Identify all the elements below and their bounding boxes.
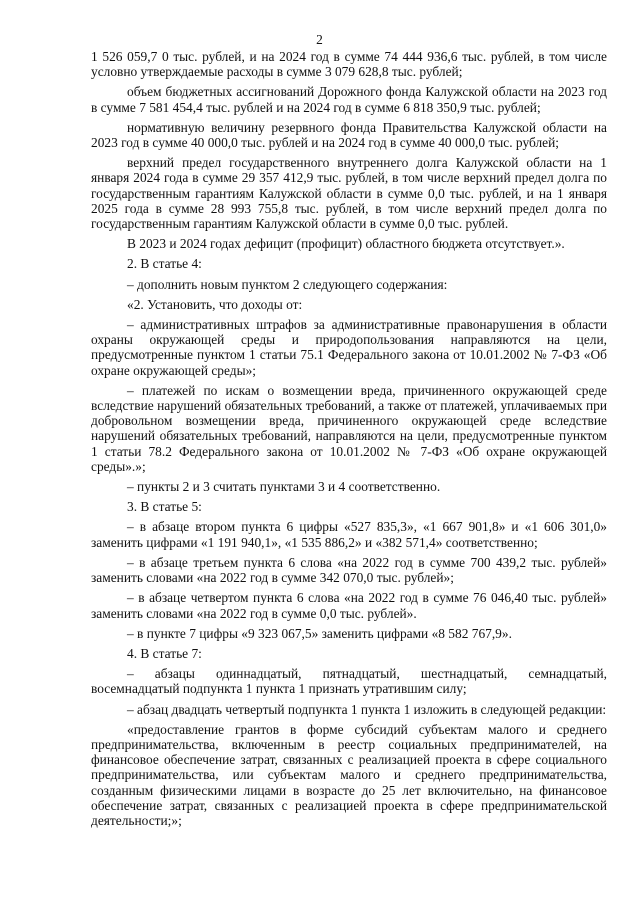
paragraph: объем бюджетных ассигнований Дорожного фонда Калужской области на 2023 год в сумме 7 581 454,4 тыс. рублей и на 2024 год в сумме 6 818 350,9 тыс. рублей; [91,84,607,115]
paragraph: 1 526 059,7 0 тыс. рублей, и на 2024 год в сумме 74 444 936,6 тыс. рублей, в том числе условно утверждаемые расходы в сумме 3 079 628,8 тыс. рублей; [91,49,607,80]
paragraph: – абзацы одиннадцатый, пятнадцатый, шестнадцатый, семнадцатый, восемнадцатый подпункта 1 пункта 1 признать утратившим силу; [91,666,607,697]
paragraph: 3. В статье 5: [127,499,202,515]
paragraph: – платежей по искам о возмещении вреда, причиненного окружающей среде вследствие нарушений обязательных требований, а также от платежей, уплачиваемых при добровольном возмещении вреда, причиненного окружающей среде вследствие нарушений обязательных требований, направляются на цели, предусмотренные пунктом 1 статьи 78.2 Федерального закона от 10.01.2002 № 7-ФЗ «Об охране окружающей среды».»; [91,382,607,474]
page-number: 2 [316,32,323,47]
paragraph: – абзац двадцать четвертый подпункта 1 пункта 1 изложить в следующей редакции: [127,701,607,717]
paragraph: В 2023 и 2024 годах дефицит (профицит) областного бюджета отсутствует.». [127,236,565,252]
paragraph: – административных штрафов за административные правонарушения в области охраны окружающей среды и природопользования направляются на цели, предусмотренные пунктом 1 статьи 75.1 Федерального закона от 10.01.2002 № 7-ФЗ «Об охране окружающей среды»; [91,317,607,378]
paragraph: – пункты 2 и 3 считать пунктами 3 и 4 соответственно. [127,479,441,495]
paragraph: «предоставление грантов в форме субсидий субъектам малого и среднего предпринимательства, включенным в реестр социальных предпринимателей, на финансовое обеспечение затрат, связанных с реализацией проекта в сфере социального предпринимательства, или субъектам малого и среднего предпринимательства, созданным физическими лицами в возрасте до 25 лет включительно, на финансовое обеспечение затрат, связанных с реализацией проекта в сфере предпринимательской деятельности;»; [91,721,607,828]
paragraph: – в абзаце третьем пункта 6 слова «на 2022 год в сумме 700 439,2 тыс. рублей» заменить словами «на 2022 год в сумме 342 070,0 тыс. рублей»; [91,554,607,586]
paragraph: – в абзаце втором пункта 6 цифры «527 835,3», «1 667 901,8» и «1 606 301,0» заменить цифрами «1 191 940,1», «1 535 886,2» и «382 571,4» соответственно; [91,519,607,550]
paragraph: «2. Установить, что доходы от: [127,296,303,312]
paragraph: нормативную величину резервного фонда Правительства Калужской области на 2023 год в сумме 40 000,0 тыс. рублей и на 2024 год в сумме 40 000,0 тыс. рублей; [91,119,607,151]
paragraph: 2. В статье 4: [127,256,202,272]
document-body [91,49,607,833]
paragraph: – в пункте 7 цифры «9 323 067,5» заменить цифрами «8 582 767,9». [127,625,512,641]
paragraph: 4. В статье 7: [127,645,202,661]
paragraph: – дополнить новым пунктом 2 следующего содержания: [127,276,448,292]
paragraph: верхний предел государственного внутреннего долга Калужской области на 1 января 2024 года в сумме 29 357 412,9 тыс. рублей, в том числе верхний предел долга по государственным гарантиям Калужской области в сумме 0,0 тыс. рублей, и на 1 января 2025 года в сумме 28 993 755,8 тыс. рублей, в том числе верхний предел долга по государственным гарантиям Калужской области в сумме 0,0 тыс. рублей. [91,155,607,232]
paragraph: – в абзаце четвертом пункта 6 слова «на 2022 год в сумме 76 046,40 тыс. рублей» заменить словами «на 2022 год в сумме 0,0 тыс. рублей». [91,590,607,621]
